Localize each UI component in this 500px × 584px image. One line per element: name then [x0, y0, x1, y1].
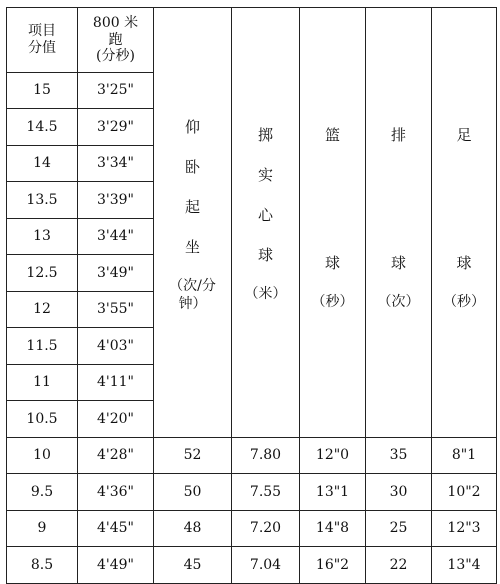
- score-cell: 11: [7, 365, 78, 401]
- run-time-cell: 4'28": [78, 438, 154, 474]
- medicine-ball-cell: 7.04: [232, 547, 300, 584]
- table-row: [7, 511, 497, 547]
- table-row: [7, 547, 497, 584]
- volleyball-cell: 30: [366, 474, 432, 511]
- football-cell: 13"4: [432, 547, 497, 584]
- table-row: [7, 474, 497, 511]
- medball-char: 实: [257, 166, 273, 184]
- header-run-line2: 跑: [108, 31, 123, 48]
- score-cell: 14.5: [7, 109, 78, 146]
- situp-char: 卧: [184, 158, 200, 176]
- score-cell: 12: [7, 292, 78, 328]
- run-time-cell: 3'49": [78, 255, 154, 292]
- football-char: 球: [456, 254, 472, 272]
- run-time-cell: 3'29": [78, 109, 154, 146]
- header-run-line1: 800 米: [92, 14, 139, 31]
- volleyball-unit: （次）: [377, 294, 420, 310]
- score-table: [6, 7, 497, 584]
- medball-char: 心: [257, 206, 273, 224]
- football-cell: 10"2: [432, 474, 497, 511]
- medball-char: 掷: [257, 126, 273, 144]
- header-football: [432, 8, 497, 438]
- situp-char: 仰: [184, 118, 200, 136]
- run-time-cell: 3'44": [78, 219, 154, 255]
- header-volleyball: [366, 8, 432, 438]
- run-time-cell: 4'11": [78, 365, 154, 401]
- basketball-cell: 12"0: [300, 438, 366, 474]
- header-run-unit: (分秒): [96, 48, 135, 65]
- medicine-ball-cell: 7.80: [232, 438, 300, 474]
- score-cell: 9.5: [7, 474, 78, 511]
- medicine-ball-cell: 7.55: [232, 474, 300, 511]
- situp-cell: 52: [154, 438, 232, 474]
- football-cell: 8"1: [432, 438, 497, 474]
- medball-unit: （米）: [244, 286, 287, 302]
- score-cell: 8.5: [7, 547, 78, 584]
- table-row: [7, 438, 497, 474]
- basketball-char: 球: [324, 254, 340, 272]
- situp-unit: （次/分: [169, 278, 216, 294]
- header-basketball: [300, 8, 366, 438]
- header-medicine-ball: [232, 8, 300, 438]
- football-unit: （秒）: [443, 294, 485, 310]
- header-score-label: 分值: [28, 40, 56, 56]
- run-time-cell: 3'25": [78, 73, 154, 109]
- run-time-cell: 3'55": [78, 292, 154, 328]
- score-cell: 11.5: [7, 328, 78, 365]
- volleyball-cell: 22: [366, 547, 432, 584]
- run-time-cell: 4'20": [78, 401, 154, 438]
- score-cell: 13.5: [7, 182, 78, 219]
- volleyball-char: 球: [390, 254, 406, 272]
- medball-char: 球: [257, 246, 273, 264]
- basketball-unit: （秒）: [311, 294, 354, 310]
- score-cell: 9: [7, 511, 78, 547]
- run-time-cell: 3'39": [78, 182, 154, 219]
- run-time-cell: 4'36": [78, 474, 154, 511]
- volleyball-cell: 35: [366, 438, 432, 474]
- football-char: 足: [456, 126, 472, 144]
- score-table-container: [6, 7, 496, 577]
- situp-char: 坐: [184, 238, 200, 256]
- run-time-cell: 4'49": [78, 547, 154, 584]
- run-time-cell: 4'03": [78, 328, 154, 365]
- medicine-ball-cell: 7.20: [232, 511, 300, 547]
- score-cell: 12.5: [7, 255, 78, 292]
- situp-cell: 50: [154, 474, 232, 511]
- basketball-cell: 13"1: [300, 474, 366, 511]
- score-cell: 10: [7, 438, 78, 474]
- header-item-score: [7, 8, 78, 73]
- header-800m-run: [78, 8, 154, 73]
- score-cell: 14: [7, 146, 78, 182]
- basketball-cell: 14"8: [300, 511, 366, 547]
- football-cell: 12"3: [432, 511, 497, 547]
- volleyball-cell: 25: [366, 511, 432, 547]
- basketball-char: 篮: [324, 126, 340, 144]
- header-situp: [154, 8, 232, 438]
- header-item-label: 项目: [28, 23, 56, 40]
- score-cell: 15: [7, 73, 78, 109]
- header-row: [7, 8, 497, 73]
- situp-unit: 钟）: [178, 295, 207, 312]
- situp-cell: 48: [154, 511, 232, 547]
- volleyball-char: 排: [390, 126, 406, 144]
- basketball-cell: 16"2: [300, 547, 366, 584]
- situp-char: 起: [184, 198, 200, 216]
- score-cell: 10.5: [7, 401, 78, 438]
- score-cell: 13: [7, 219, 78, 255]
- run-time-cell: 4'45": [78, 511, 154, 547]
- situp-cell: 45: [154, 547, 232, 584]
- run-time-cell: 3'34": [78, 146, 154, 182]
